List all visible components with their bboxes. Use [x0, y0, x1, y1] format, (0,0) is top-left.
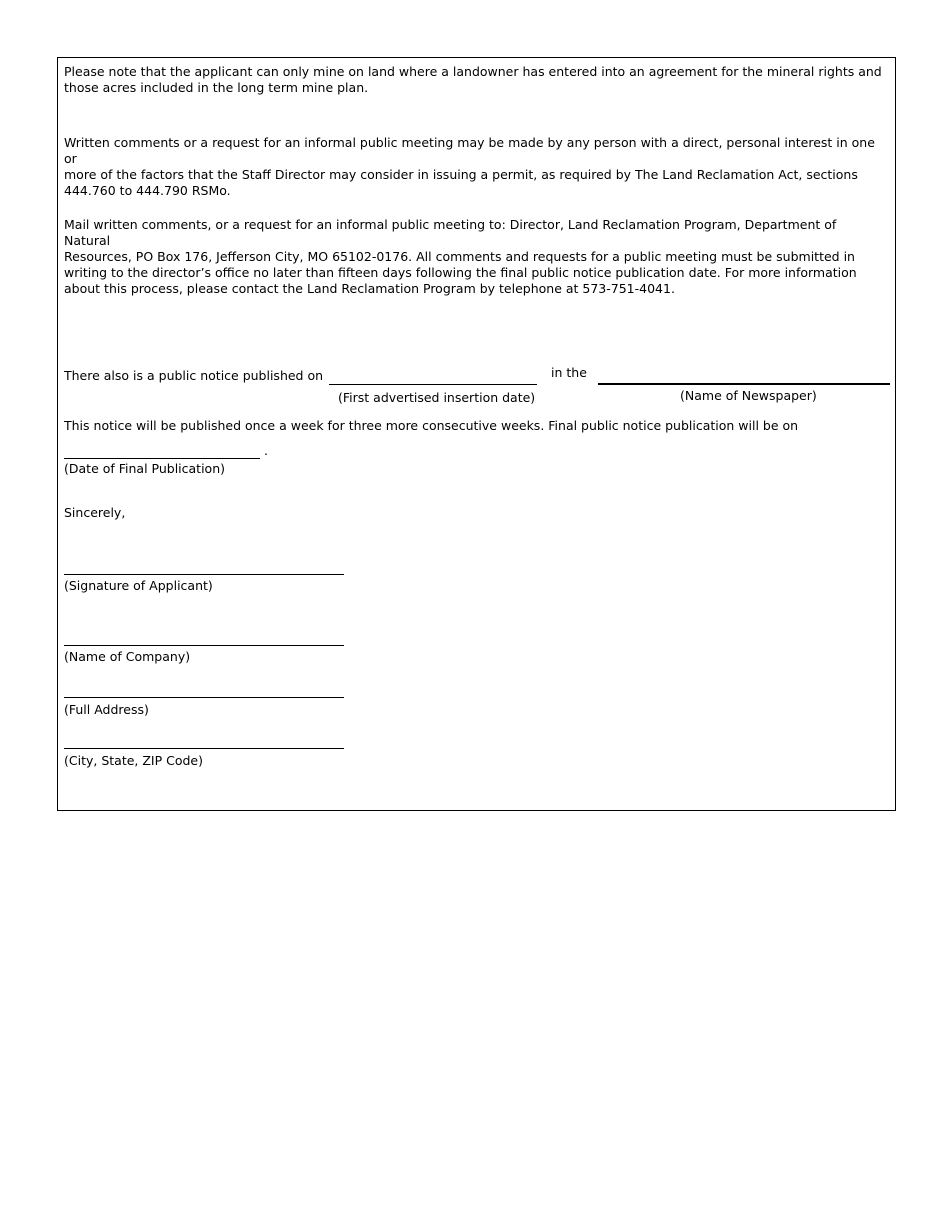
mailing-instructions-paragraph: Mail written comments, or a request for an informal public meeting to: Director, Land Reclamation Program, Department of Natural Resources, PO Box 176, Jefferson City, MO 65102-0176. All comments and requests for a public meeting must be submitted in writing to the director’s office no later than fifteen days following the final public notice publication date. For more information about this process, please contact the Land Reclamation Program by telephone at 573-751-4041. — [64, 217, 857, 296]
final-date-period: . — [264, 443, 268, 458]
weekly-publication-text: This notice will be published once a week for three more consecutive weeks. Final public notice publication will be on — [64, 418, 799, 433]
newspaper-name-caption: (Name of Newspaper) — [680, 388, 817, 403]
company-name-field[interactable] — [64, 645, 344, 646]
public-notice-lead-text: There also is a public notice published on — [64, 368, 324, 383]
full-address-caption: (Full Address) — [64, 702, 149, 717]
final-publication-date-field[interactable] — [64, 458, 260, 459]
signature-caption: (Signature of Applicant) — [64, 578, 213, 593]
full-address-field[interactable] — [64, 697, 344, 698]
city-state-zip-field[interactable] — [64, 748, 344, 749]
final-publication-date-caption: (Date of Final Publication) — [64, 461, 226, 476]
city-state-zip-caption: (City, State, ZIP Code) — [64, 753, 203, 768]
comments-eligibility-paragraph: Written comments or a request for an informal public meeting may be made by any person with a direct, personal interest in one or more of the factors that the Staff Director may consider in issuing a permit, as required by The Land Reclamation Act, sections 444.760 to 444.790 RSMo. — [64, 135, 875, 198]
in-the-text: in the — [551, 365, 587, 380]
mineral-rights-note: Please note that the applicant can only mine on land where a landowner has entered into an agreement for the mineral rights and those acres included in the long term mine plan. — [64, 64, 882, 95]
company-name-caption: (Name of Company) — [64, 649, 191, 664]
signature-field[interactable] — [64, 574, 344, 575]
first-insertion-date-caption: (First advertised insertion date) — [338, 390, 536, 405]
first-insertion-date-field[interactable] — [329, 384, 537, 385]
sincerely-text: Sincerely, — [64, 505, 126, 520]
newspaper-name-field[interactable] — [598, 383, 890, 385]
